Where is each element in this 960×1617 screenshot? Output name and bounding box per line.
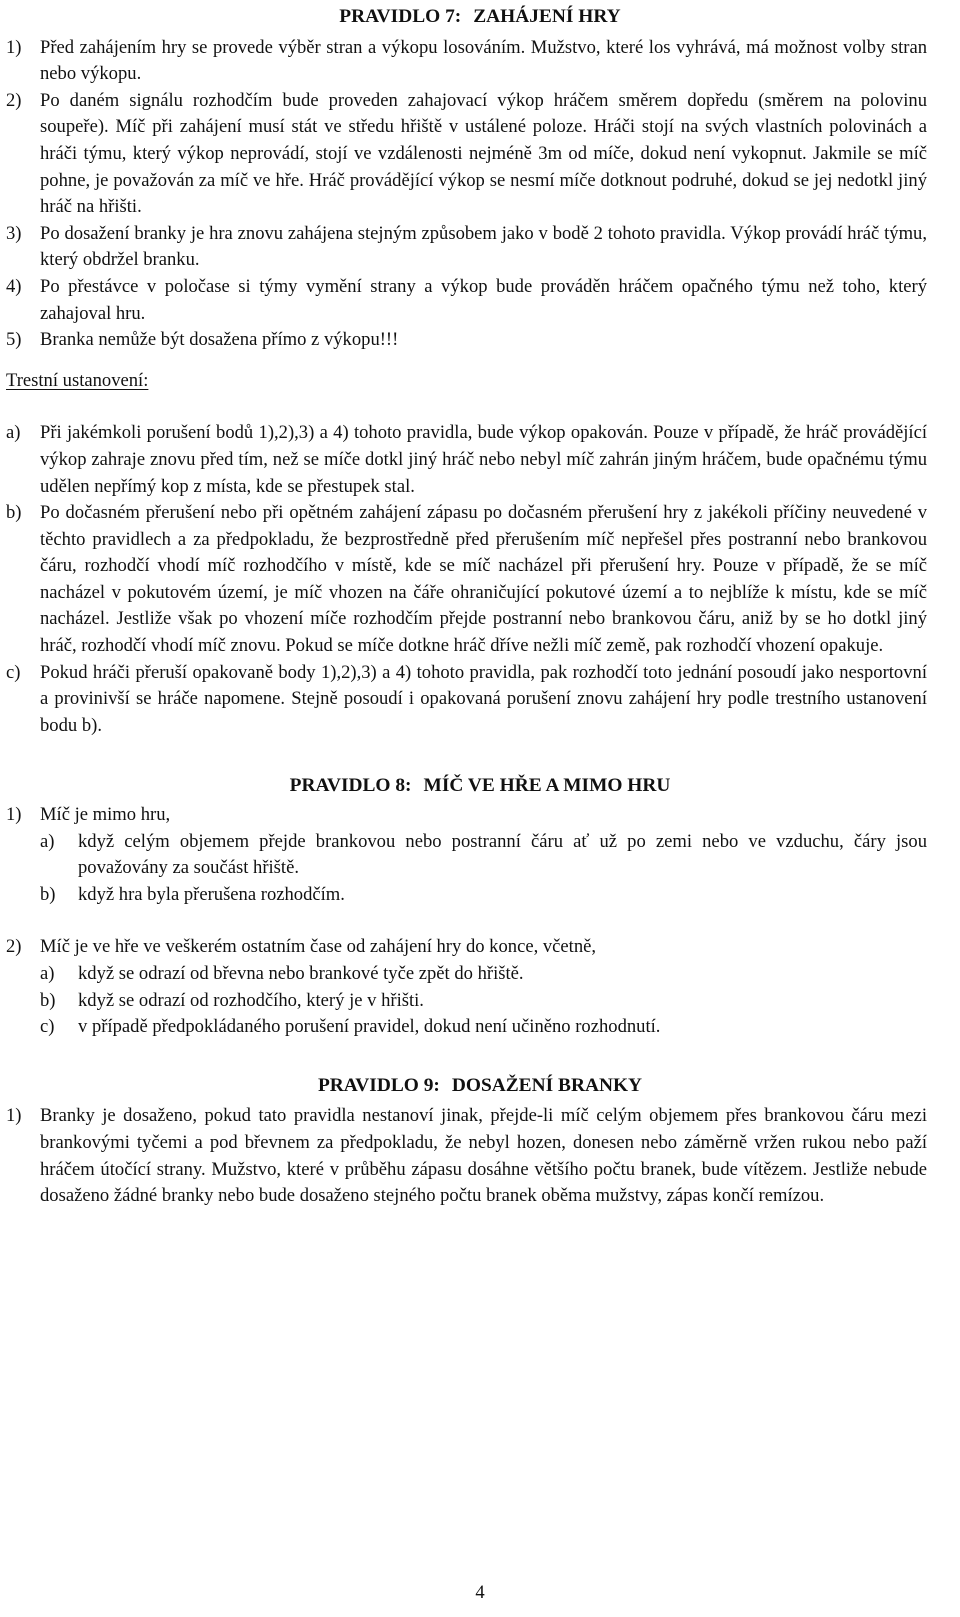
- rule8-item-1: [0, 802, 927, 829]
- rule7-item-1: [0, 35, 927, 88]
- item-letter: b): [6, 502, 22, 524]
- penal-provisions-list: [0, 420, 960, 739]
- penal-item-b: [0, 500, 927, 660]
- item-text: Před zahájením hry se provede výběr stran a výkopu losováním. Mužstvo, které los vyhrává, má možnost volby stran nebo výkopu.: [40, 36, 927, 85]
- item-letter: c): [6, 661, 21, 683]
- rule8-item-2b: [0, 988, 927, 1015]
- rule8-item-1a: [0, 829, 927, 882]
- rule7-items: [0, 35, 960, 354]
- item-text: v případě předpokládaného porušení pravidel, dokud není učiněno rozhodnutí.: [78, 1016, 661, 1038]
- rule9-heading: [0, 1073, 960, 1100]
- item-letter: b): [40, 989, 56, 1011]
- rule7-heading: [0, 4, 960, 31]
- item-number: 3): [6, 222, 22, 244]
- rule9-heading-title: DOSAŽENÍ BRANKY: [451, 1074, 643, 1096]
- item-number: 2): [6, 89, 22, 111]
- item-text: Pokud hráči přeruší opakovaně body 1),2),3) a 4) tohoto pravidla, pak rozhodčí toto jednání posoudí jako nesportovní a provinivší se hráče napomene. Stejně posoudí i opakovaná porušení znovu zahájení hry podle trestního ustanovení bodu b).: [40, 661, 927, 736]
- item-letter: a): [40, 830, 55, 852]
- item-text: Míč je mimo hru,: [40, 804, 171, 826]
- item-letter: b): [40, 883, 56, 905]
- item-text: když hra byla přerušena rozhodčím.: [78, 883, 345, 905]
- item-letter: a): [6, 422, 21, 444]
- item-letter: c): [40, 1016, 55, 1038]
- page-number: 4: [475, 1582, 485, 1603]
- rule7-item-3: [0, 221, 927, 274]
- rule8-item-1b: [0, 882, 927, 909]
- penal-item-a: [0, 420, 927, 500]
- item-number: 5): [6, 329, 22, 351]
- item-number: 2): [6, 936, 22, 958]
- item-number: 1): [6, 36, 22, 58]
- rule9-items: [0, 1103, 960, 1209]
- item-text: Po dosažení branky je hra znovu zahájena stejným způsobem jako v bodě 2 tohoto pravidla. Výkop provádí hráč týmu, který obdržel branku.: [40, 222, 927, 271]
- item-text: Po dočasném přerušení nebo při opětném zahájení zápasu po dočasném přerušení hry z jakékoli příčiny neuvedené v těchto pravidlech a za předpokladu, že bezprostředně před přerušením míč nepřešel přes postranní nebo brankovou čáru, rozhodčí vhodí míč rozhodčího v místě, kde se míč nacházel při přerušení hry. Pouze v případě, že se míč nacházel v pokutovém území, je míč vhozen na čáře ohraničující pokutové území a to nejblíže k místu, kde se míč nacházel. Jestliže však po vhození míče rozhodčím přejde postranní nebo brankovou čáru, aniž by se ho dotkl jiný hráč, rozhodčí vhodí míč znovu. Pokud se míče dotkne hráč dříve nežli míč země, pak rozhodčí vhození opakuje.: [40, 502, 927, 657]
- rule8-items: [0, 802, 960, 1041]
- item-text: Při jakémkoli porušení bodů 1),2),3) a 4) tohoto pravidla, bude výkop opakován. Pouze v případě, že hráč provádějící výkop zahraje znovu před tím, než se míče dotkl jiný hráč nebo nebyl míč zahrán jiným hráčem, bude opačnému týmu udělen nepřímý kop z místa, kde se přestupek stal.: [40, 422, 927, 497]
- rule8-item-2c: [0, 1014, 927, 1041]
- item-text: když se odrazí od břevna nebo brankové tyče zpět do hřiště.: [78, 963, 524, 984]
- rule7-heading-number: PRAVIDLO 7:: [339, 6, 462, 27]
- rule8-item-2: [0, 934, 927, 961]
- item-letter: a): [40, 963, 55, 984]
- item-text: Po přestávce v poločase si týmy vymění strany a výkop bude prováděn hráčem opačného týmu než toho, který zahajoval hru.: [40, 275, 927, 324]
- rule9-item-1: [0, 1103, 927, 1209]
- rule8-heading-number: PRAVIDLO 8:: [289, 775, 412, 797]
- rule8-heading-title: MÍČ VE HŘE A MIMO HRU: [423, 775, 671, 797]
- rule8-heading: [0, 773, 960, 800]
- penal-item-c: [0, 660, 927, 740]
- item-text: když celým objemem přejde brankovou nebo postranní čáru ať už po zemi nebo ve vzduchu, čáry jsou považovány za součást hřiště.: [78, 830, 927, 879]
- rule7-item-5: [0, 327, 927, 354]
- rule7-item-4: [0, 274, 927, 327]
- rule8-item-2a: [0, 961, 927, 988]
- item-number: 1): [6, 804, 22, 826]
- rule7-heading-title: ZAHÁJENÍ HRY: [473, 6, 621, 27]
- item-text: Míč je ve hře ve veškerém ostatním čase od zahájení hry do konce, včetně,: [40, 936, 597, 958]
- item-text: když se odrazí od rozhodčího, který je v hřišti.: [78, 989, 424, 1011]
- penal-provisions-label: Trestní ustanovení:: [6, 369, 149, 391]
- item-text: Branka nemůže být dosažena přímo z výkopu!!!: [40, 329, 399, 351]
- item-text: Branky je dosaženo, pokud tato pravidla nestanoví jinak, přejde-li míč celým objemem přes brankovou čáru mezi brankovými tyčemi a pod břevnem za předpokladu, že nebyl hozen, donesen nebo záměrně vržen rukou nebo paží hráčem útočící strany. Mužstvo, které v průběhu zápasu dosáhne většího počtu branek, bude vítězem. Jestliže nebude dosaženo žádné branky nebo bude dosaženo stejného počtu branek oběma mužstvy, zápas končí remízou.: [40, 1105, 927, 1207]
- item-number: 4): [6, 275, 22, 297]
- item-text: Po daném signálu rozhodčím bude proveden zahajovací výkop hráčem směrem dopředu (směrem na polovinu soupeře). Míč při zahájení musí stát ve středu hřiště v ustálené poloze. Hráči stojí na svých vlastních polovinách a hráči týmu, který výkop neprovádí, stojí ve vzdálenosti nejméně 3m od míče, dokud není vykopnut. Jakmile se míč pohne, je považován za míč ve hře. Hráč provádějící výkop se nesmí míče dotknout podruhé, dokud se jej nedotkl jiný hráč na hřišti.: [40, 89, 927, 218]
- rule9-heading-number: PRAVIDLO 9:: [317, 1074, 440, 1096]
- item-number: 1): [6, 1105, 22, 1127]
- rule7-item-2: [0, 88, 927, 221]
